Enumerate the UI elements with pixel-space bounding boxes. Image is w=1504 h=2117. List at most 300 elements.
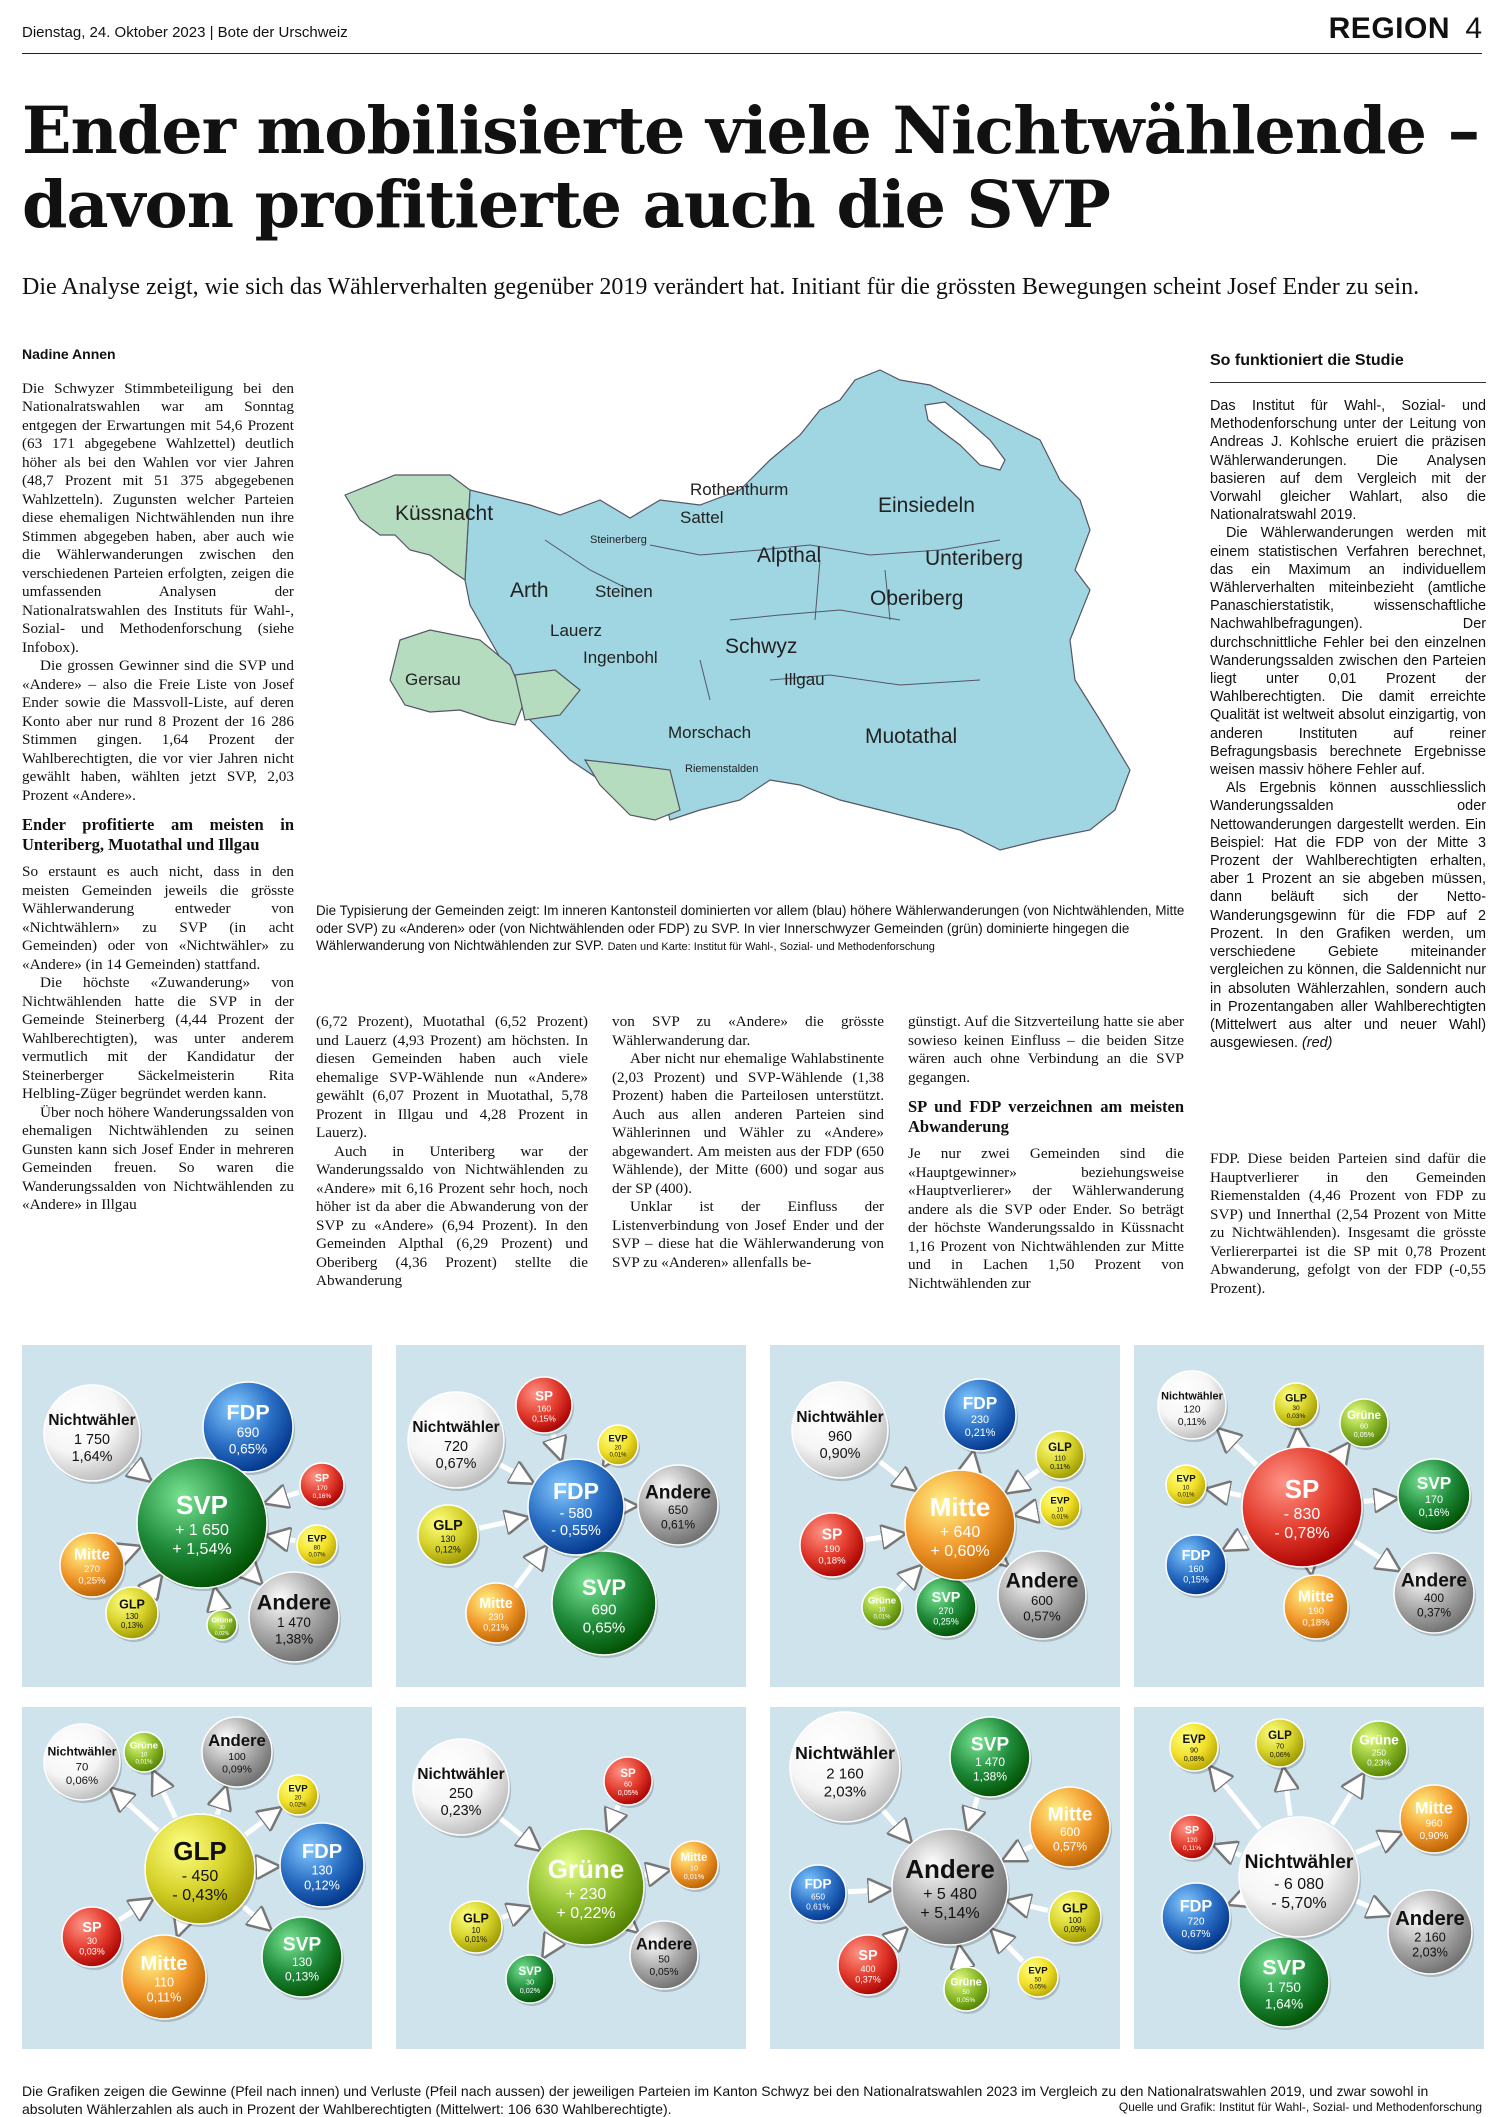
bubble-party-name: EVP (608, 1433, 628, 1445)
bubble-pct-value: 1,38% (972, 1769, 1008, 1784)
bubble-pct-value: 0,01% (464, 1935, 488, 1945)
bubble-party-name: Andere (1400, 1570, 1468, 1592)
bubble-abs-value: 110 (1054, 1453, 1066, 1463)
party-bubble-glp (1049, 1891, 1103, 1946)
bubble-abs-value: 170 (1424, 1494, 1444, 1507)
bubble-abs-value: 90 (1190, 1745, 1198, 1755)
bubble-party-name: Grüne (1347, 1410, 1381, 1423)
bubble-party-name: GLP (1048, 1442, 1072, 1455)
bubble-party-name: Grüne (867, 1595, 897, 1607)
author: Nadine Annen (22, 346, 116, 362)
bubble-pct-value: 0,57% (1023, 1608, 1061, 1624)
bubble-party-name: SP (620, 1768, 636, 1781)
bubble-party-name: SVP (1416, 1473, 1452, 1494)
map-caption-text: Die Typisierung der Gemeinden zeigt: Im inneren Kantonsteil dominierten vor allem (blau) höhere Wählerwanderungen (von Nichtwählenden, Mitte oder SVP) zu «Anderen» oder (von Nichtwählenden oder FDP) zu SVP. In vier Innerschwyzer Gemeinden (grün) dominierte hingegen die Wählerwanderung von Nichtwählenden zur SVP. (316, 903, 1185, 953)
bubble-abs-value: 60 (624, 1779, 632, 1789)
bubble-abs-value: 1 470 (277, 1615, 311, 1631)
party-bubble-glp (1256, 1719, 1306, 1770)
flow-arrow (848, 1890, 890, 1892)
bubble-abs-value: 50 (1034, 1977, 1042, 1984)
bubble-party-name: FDP (301, 1841, 343, 1864)
flow-arrow (1004, 1846, 1033, 1860)
subheading: Ender profitierte am meisten in Unteriberg, Muotathal und Illgau (22, 815, 294, 854)
paragraph: Die grossen Gewinner sind die SVP und «Andere» – also die Freie Liste von Josef Ender sowie die Massvoll-Liste, auf deren Konto aber nur rund 8 Prozent der 16 286 Stimmen gingen. 1,64 Prozent der Wahlberechtigten, die vor vier Jahren nicht gewählt haben, wählten jetzt SVP, 2,03 Prozent «Andere». (22, 657, 294, 804)
bubble-abs-value: + 230 (565, 1886, 607, 1903)
bubble-pct-value: - 5,70% (1271, 1895, 1327, 1913)
bubble-abs-value: 30 (86, 1935, 98, 1946)
bubble-abs-value: 1 470 (974, 1755, 1006, 1769)
flow-arrow (119, 1899, 152, 1920)
map-label-steinen: Steinen (595, 582, 653, 601)
bubble-pct-value: 0,15% (532, 1413, 556, 1424)
bubble-party-name: Mitte (1047, 1804, 1093, 1826)
bubble-pct-value: 0,05% (649, 1966, 679, 1978)
charts-source: Quelle und Grafik: Institut für Wahl-, Sozial- und Methodenforschung (1118, 2100, 1482, 2114)
flow-arrow (608, 1805, 618, 1831)
party-bubble-sp (604, 1757, 654, 1808)
bubble-pct-value: 0,11% (1050, 1462, 1070, 1472)
paragraph: FDP. Diese beiden Parteien sind dafür die Hauptverlierer in den Gemeinden Riemenstalden (4,46 Prozent von FDP zu SVP) und Innerthal (2,54 Prozent von Mitte zu Nichtwählenden). Insgesamt die grösste Verliererpartei ist die SP mit 0,78 Prozent Abwanderung, gefolgt von der FDP (-0,55 Prozent). (1210, 1150, 1486, 1297)
party-bubble-andere (630, 1921, 700, 1992)
flow-arrow (500, 1464, 533, 1482)
bubble-abs-value: 130 (440, 1533, 456, 1544)
flow-arrow (178, 1923, 182, 1935)
map-label-lauerz: Lauerz (550, 621, 602, 640)
bubble-party-name: Mitte (929, 1492, 991, 1523)
headline-line-2: davon profitierte auch die SVP (22, 167, 1110, 243)
map-label-rothenthurm: Rothenthurm (690, 480, 789, 499)
party-bubble-andere (638, 1465, 720, 1548)
map-area-blue (465, 370, 1130, 850)
bubble-pct-value: 0,13% (284, 1969, 320, 1984)
center-bubble-svp (137, 1458, 269, 1591)
party-bubble-glp (1274, 1383, 1320, 1430)
bubble-pct-value: 0,11% (146, 1990, 182, 2005)
bubble-pct-value: 0,23% (440, 1803, 482, 1820)
bubble-party-name: Mitte (680, 1852, 708, 1865)
bubble-abs-value: 270 (83, 1564, 101, 1576)
paragraph: Unklar ist der Einfluss der Listenverbindung von Josef Ender und der SVP – diese hat die Wählerwanderung von SVP zu «Anderen» allenfalls be- (612, 1198, 884, 1271)
party-bubble-nichtwähler (1158, 1371, 1228, 1442)
bubble-party-name: GLP (463, 1911, 489, 1926)
map-label-riemenstalden: Riemenstalden (685, 763, 759, 775)
flow-arrow (1356, 1833, 1401, 1852)
bubble-party-name: SVP (970, 1734, 1010, 1756)
map-label-sattel: Sattel (680, 508, 724, 527)
bubble-pct-value: 0,61% (806, 1901, 830, 1912)
bubble-pct-value: 0,16% (312, 1492, 332, 1500)
bubble-party-name: SVP (282, 1934, 322, 1956)
bubble-abs-value: 10 (140, 1752, 148, 1759)
bubble-party-name: Nichtwähler (796, 1409, 884, 1427)
center-bubble-andere (892, 1829, 1010, 1948)
bubble-party-name: SP (535, 1388, 553, 1404)
bubble-party-name: Andere (905, 1854, 995, 1885)
flow-arrow (268, 1536, 296, 1541)
bubble-party-name: FDP (226, 1399, 270, 1425)
flow-arrow (217, 1787, 226, 1814)
bubble-party-name: Nichtwähler (48, 1412, 136, 1430)
headline-line-1: Ender mobilisierte viele Nichtwählende – (22, 93, 1480, 169)
party-bubble-mitte (1400, 1785, 1470, 1856)
paragraph: Aber nicht nur ehemalige Wahlabstinente (2,03 Prozent) und SVP-Wählende (1,38 Prozent) haben die Parteilosen unterstützt. Auch aus allen anderen Parteien sind Wählerinnen und Wähler zu «Andere» abgewandert. Am meisten aus der FDP (650 Wählende), der Mitte (600) und sogar aus der SP (400). (612, 1050, 884, 1197)
party-bubble-glp (418, 1505, 480, 1568)
bubble-abs-value: 110 (153, 1975, 175, 1990)
party-bubble-grüne (944, 1967, 990, 2014)
bubble-abs-value: 720 (1187, 1916, 1205, 1928)
bubble-abs-value: 80 (313, 1545, 321, 1552)
bubble-abs-value: 20 (294, 1795, 302, 1802)
bubble-party-name: EVP (288, 1783, 308, 1795)
bubble-abs-value: 720 (443, 1438, 469, 1455)
bubble-pct-value: 0,09% (1063, 1925, 1087, 1935)
bubble-pct-value: - 0,78% (1274, 1525, 1330, 1543)
flow-arrow (1210, 1767, 1260, 1829)
map-source: Daten und Karte: Institut für Wahl-, Sozial- und Methodenforschung (607, 941, 935, 953)
bubble-abs-value: 270 (938, 1605, 954, 1616)
infobox-signature: (red) (1302, 1035, 1333, 1052)
bubble-abs-value: 50 (962, 1988, 970, 1996)
bubble-pct-value: 0,15% (1183, 1574, 1209, 1585)
bubble-party-name: EVP (1050, 1495, 1070, 1507)
flow-arrow (1208, 1489, 1241, 1495)
bubble-pct-value: 0,37% (1416, 1605, 1452, 1620)
bubble-pct-value: 0,08% (1183, 1754, 1205, 1764)
party-bubble-fdp (790, 1865, 848, 1924)
flow-arrow (866, 1534, 904, 1540)
article-column-2 (316, 1013, 588, 1291)
bubble-party-name: Nichtwähler (417, 1766, 505, 1784)
bubble-pct-value: 0,01% (609, 1452, 627, 1459)
bubble-abs-value: 960 (1425, 1818, 1443, 1830)
flow-arrow (553, 1434, 561, 1460)
party-bubble-nichtwähler (790, 1712, 902, 1825)
map-label-küssnacht: Küssnacht (395, 502, 494, 525)
party-bubble-mitte (122, 1935, 208, 2022)
flow-arrow (1364, 1498, 1396, 1501)
bubble-abs-value: 160 (1188, 1563, 1204, 1574)
flow-arrow (1224, 1537, 1248, 1550)
flow-arrow (502, 1908, 529, 1918)
bubble-pct-value: 0,07% (308, 1552, 326, 1559)
bubble-pct-value: 0,03% (1286, 1412, 1306, 1420)
bubble-party-name: GLP (173, 1836, 227, 1867)
bubble-party-name: SVP (581, 1574, 627, 1600)
bubble-abs-value: 100 (228, 1750, 246, 1763)
bubble-abs-value: 20 (614, 1445, 622, 1452)
party-bubble-andere (1388, 1890, 1474, 1977)
center-bubble-nichtwähler (1239, 1817, 1361, 1940)
bubble-party-name: Mitte (1298, 1588, 1334, 1606)
paragraph: (6,72 Prozent), Muotathal (6,52 Prozent) und Lauerz (4,93 Prozent) am höchsten. In diesen Gemeinden haben auch viele ehemalige SVP-Wählende nun «Andere» gewählt (6,07 Prozent in Muotathal, 5,78 Prozent in Illgau und 4,28 Prozent in Lauerz). (316, 1013, 588, 1141)
flow-arrow (243, 1906, 270, 1929)
bubble-abs-value: 100 (1068, 1915, 1082, 1925)
flow-arrow (1007, 1470, 1039, 1492)
party-bubble-andere (998, 1551, 1088, 1642)
bubble-abs-value: 2 160 (1414, 1930, 1446, 1945)
bubble-abs-value: 10 (878, 1607, 886, 1614)
bubble-party-name: EVP (1028, 1965, 1048, 1977)
bubble-party-name: SP (314, 1472, 330, 1485)
paragraph: von SVP zu «Andere» die grösste Wählerwanderung dar. (612, 1013, 884, 1049)
party-bubble-mitte (1030, 1787, 1112, 1870)
party-bubble-glp (106, 1587, 160, 1642)
bubble-abs-value: 190 (1307, 1606, 1325, 1618)
bubble-party-name: Andere (644, 1482, 712, 1504)
bubble-abs-value: 650 (667, 1503, 689, 1517)
bubble-abs-value: 120 (1186, 1836, 1198, 1844)
flow-chart-nichtwähler (1134, 1707, 1484, 2049)
bubble-abs-value: - 580 (559, 1505, 593, 1522)
flow-chart-svg (1134, 1707, 1484, 2049)
center-bubble-grüne (528, 1829, 646, 1948)
flow-arrow (879, 1461, 915, 1490)
paragraph (1210, 779, 1486, 1052)
bubble-abs-value: 10 (1182, 1485, 1190, 1492)
bubble-abs-value: 130 (291, 1955, 313, 1969)
party-bubble-evp (297, 1525, 339, 1568)
map-label-steinerberg: Steinerberg (590, 534, 647, 546)
bubble-pct-value: 0,16% (1418, 1507, 1450, 1520)
bubble-abs-value: 600 (1030, 1592, 1054, 1608)
party-bubble-svp (950, 1717, 1032, 1800)
party-bubble-mitte (466, 1583, 528, 1646)
bubble-party-name: SP (1284, 1474, 1320, 1505)
map-area-green-riemenstalden (585, 760, 680, 820)
party-bubble-evp (1170, 1723, 1220, 1774)
bubble-abs-value: - 6 080 (1274, 1876, 1324, 1893)
bubble-pct-value: 0,25% (78, 1575, 106, 1587)
bubble-party-name: Grüne (547, 1854, 625, 1885)
flow-arrow (1354, 1541, 1399, 1570)
bubble-pct-value: 0,05% (1029, 1984, 1047, 1991)
bubble-party-name: Mitte (479, 1596, 513, 1613)
bubble-pct-value: 0,67% (435, 1456, 477, 1473)
bubble-pct-value: - 0,43% (172, 1887, 228, 1905)
bubble-pct-value: 0,11% (1177, 1416, 1207, 1428)
party-bubble-andere (249, 1572, 341, 1665)
center-bubble-fdp (528, 1459, 626, 1558)
party-bubble-nichtwähler (408, 1392, 506, 1491)
bubble-party-name: Andere (1395, 1908, 1465, 1931)
bubble-abs-value: 130 (125, 1611, 139, 1621)
flow-arrow (1297, 1429, 1298, 1445)
flow-arrow (970, 1452, 973, 1469)
bubble-party-name: FDP (962, 1393, 998, 1414)
bubble-party-name: SP (82, 1920, 102, 1937)
bubble-party-name: Nichtwähler (1161, 1390, 1223, 1403)
paragraph: Auch in Unteriberg war der Wanderungssaldo von Nichtwählenden zu «Andere» mit 6,16 Prozent sehr hoch, noch höher ist da aber die Abwanderung von der SVP zu «Andere» (6,94 Prozent). In den Gemeinden Alpthal (6,29 Prozent) und Oberiberg (4,36 Prozent) stellte die Abwanderung (316, 1142, 588, 1289)
article-column-1 (22, 345, 294, 1215)
bubble-pct-value: 0,18% (1302, 1617, 1330, 1629)
party-bubble-fdp (1162, 1883, 1232, 1954)
party-bubble-nichtwähler (792, 1382, 890, 1481)
bubble-pct-value: + 1,54% (172, 1541, 232, 1559)
map-area-green-kuessnacht (345, 475, 470, 580)
lead-text: Die Analyse zeigt, wie sich das Wählerverhalten gegenüber 2019 verändert hat. Initiant für die grössten Bewegungen scheint Josef Ender zu sein. (22, 274, 1420, 300)
bubble-abs-value: 70 (75, 1761, 89, 1774)
bubble-abs-value: 50 (658, 1954, 670, 1966)
flow-chart-mitte (770, 1345, 1120, 1687)
bubble-abs-value: + 5 480 (923, 1886, 977, 1903)
flow-arrow (544, 1938, 555, 1957)
bubble-party-name: SVP (1262, 1954, 1306, 1980)
party-bubble-mitte (670, 1841, 720, 1892)
bubble-pct-value: 0,23% (1367, 1757, 1391, 1768)
bubble-pct-value: 0,11% (1182, 1844, 1202, 1852)
party-bubble-mitte (1284, 1575, 1350, 1642)
party-bubble-svp (1239, 1937, 1331, 2030)
party-bubble-evp (598, 1425, 640, 1468)
bubble-party-name: Nichtwähler (412, 1419, 500, 1437)
infobox-title: So funktioniert die Studie (1210, 352, 1486, 383)
subheading: SP und FDP verzeichnen am meisten Abwanderung (908, 1097, 1184, 1136)
bubble-party-name: GLP (1268, 1730, 1292, 1743)
bubble-pct-value: 0,90% (1419, 1830, 1449, 1842)
flow-arrow (992, 1930, 1023, 1961)
flow-arrow (124, 1547, 140, 1553)
bubble-abs-value: 10 (471, 1925, 481, 1935)
party-bubble-svp (262, 1917, 344, 2000)
bubble-party-name: Mitte (1415, 1799, 1453, 1818)
party-bubble-mitte (60, 1533, 126, 1600)
party-bubble-svp (552, 1551, 658, 1658)
bubble-party-name: Nichtwähler (47, 1744, 117, 1759)
page-number: 4 (1465, 12, 1482, 45)
region-map (300, 340, 1200, 895)
bubble-party-name: Grüne (950, 1976, 982, 1989)
map-label-illgau: Illgau (784, 670, 825, 689)
bubble-abs-value: 60 (1360, 1421, 1368, 1431)
map-label-arth: Arth (510, 579, 549, 602)
map-caption (316, 902, 1196, 957)
party-bubble-evp (1166, 1465, 1208, 1508)
bubble-pct-value: 0,21% (483, 1622, 509, 1633)
flow-chart-svg (396, 1345, 746, 1687)
flow-chart-sp (1134, 1345, 1484, 1687)
flow-arrow (1218, 1429, 1256, 1464)
bubble-pct-value: 0,01% (1177, 1492, 1195, 1499)
flow-arrow (897, 1566, 921, 1591)
section-label: REGION (1328, 12, 1450, 45)
bubble-abs-value: 690 (236, 1425, 260, 1441)
party-bubble-sp (800, 1513, 866, 1580)
bubble-abs-value: 190 (823, 1544, 841, 1556)
bubble-pct-value: 0,02% (289, 1802, 307, 1809)
map-label-morschach: Morschach (668, 723, 752, 742)
bubble-party-name: SP (858, 1948, 878, 1965)
bubble-pct-value: 0,01% (135, 1759, 153, 1766)
party-bubble-sp (300, 1463, 346, 1510)
bubble-abs-value: 70 (1276, 1741, 1284, 1751)
party-bubble-grüne (124, 1732, 166, 1775)
flow-arrow (149, 1576, 161, 1591)
flow-arrow (968, 1797, 978, 1830)
flow-arrow (112, 1789, 158, 1831)
flow-arrow (1016, 1511, 1038, 1515)
article-column-3 (612, 1013, 884, 1272)
bubble-pct-value: 0,65% (228, 1441, 268, 1457)
map-label-oberiberg: Oberiberg (870, 587, 964, 610)
paragraph: Je nur zwei Gemeinden sind die «Hauptgewinner» beziehungsweise «Hauptverlierer» der Wählerwanderung andere als die SVP oder Ender. So beträgt der höchste Wanderungssaldo in Küssnacht 1,16 Prozent von Nichtwählenden zur Mitte und in Lachen 1,50 Prozent von Nichtwählenden zur (908, 1145, 1184, 1292)
flow-arrow (1356, 1901, 1389, 1915)
charts-caption: Die Grafiken zeigen die Gewinne (Pfeil nach innen) und Verluste (Pfeil nach aussen) der jeweiligen Parteien im Kanton Schwyz bei den Nationalratswahlen 2023 im Vergleich zu den Nationalratswahlen 2019, und zwar sowohl in absoluten Wählerzahlen als auch in Prozent der Wahlberechtigten (Mittelwert: 106 630 Wahlberechtigte). (22, 2083, 1429, 2117)
bubble-pct-value: 0,01% (683, 1872, 705, 1882)
bubble-pct-value: + 0,22% (556, 1905, 616, 1923)
flow-chart-glp (22, 1707, 372, 2049)
flow-arrow (1230, 1899, 1242, 1904)
bubble-party-name: FDP (804, 1876, 832, 1892)
bubble-pct-value: 0,18% (818, 1555, 846, 1567)
bubble-abs-value: 400 (860, 1963, 876, 1974)
flow-arrow (883, 1810, 911, 1842)
bubble-pct-value: 0,25% (933, 1616, 959, 1627)
party-bubble-nichtwähler (44, 1385, 142, 1484)
center-bubble-mitte (905, 1470, 1017, 1583)
bubble-party-name: GLP (1062, 1901, 1088, 1916)
paragraph: günstigt. Auf die Sitzverteilung hatte sie aber sowieso keinen Einfluss – die beiden Sitze wären auch ohne Verbindung an die SVP gegangen. (908, 1013, 1184, 1086)
dateline: Dienstag, 24. Oktober 2023 | Bote der Urschweiz (22, 24, 348, 41)
bubble-pct-value: 1,64% (1264, 1996, 1304, 2012)
infobox (1210, 352, 1486, 1312)
flow-arrow (959, 1946, 962, 1965)
bubble-pct-value: 0,06% (65, 1775, 99, 1788)
party-bubble-glp (450, 1901, 504, 1956)
bubble-pct-value: 0,01% (873, 1614, 891, 1621)
bubble-party-name: FDP (553, 1478, 599, 1505)
bubble-abs-value: 2 160 (826, 1765, 864, 1783)
bubble-abs-value: 30 (526, 1977, 534, 1987)
flow-chart-svg (22, 1707, 372, 2049)
flow-arrow (1339, 1444, 1349, 1457)
bubble-pct-value: 0,21% (964, 1427, 996, 1440)
flow-chart-andere (770, 1707, 1120, 2049)
bubble-party-name: Mitte (74, 1546, 110, 1564)
bubble-pct-value: 0,03% (79, 1946, 105, 1957)
flow-arrow (500, 1818, 539, 1849)
party-bubble-grüne (862, 1587, 904, 1630)
flow-chart-svg (770, 1345, 1120, 1687)
party-bubble-grüne (207, 1610, 239, 1643)
bubble-pct-value: - 0,55% (551, 1523, 601, 1540)
map-label-unteriberg: Unteriberg (925, 547, 1024, 570)
flow-arrow (1214, 1845, 1240, 1855)
bubble-pct-value: 0,67% (1181, 1928, 1211, 1940)
bubble-pct-value: + 5,14% (920, 1905, 980, 1923)
bubble-party-name: GLP (433, 1518, 463, 1535)
flow-chart-fdp (396, 1345, 746, 1687)
bubble-party-name: FDP (1181, 1548, 1211, 1565)
flow-arrow (645, 1870, 669, 1875)
party-bubble-glp (1036, 1431, 1086, 1482)
bubble-abs-value: 10 (1056, 1507, 1064, 1514)
flow-arrow (131, 1465, 150, 1481)
flow-arrow (215, 1589, 219, 1609)
paragraph: So erstaunt es auch nicht, dass in den meisten Gemeinden jeweils die grösste Wählerwanderung entweder von «Nichtwählern» zu SVP (in acht Gemeinden) oder von «Nichtwähler» zu «Andere» (in 14 Gemeinden) stattfand. (22, 863, 294, 973)
party-bubble-sp (1170, 1815, 1216, 1862)
infobox-body (1210, 397, 1486, 1052)
bubble-pct-value: 2,03% (1412, 1945, 1448, 1960)
bubble-pct-value: 0,13% (120, 1621, 144, 1631)
bubble-party-name: Grüne (129, 1740, 159, 1752)
bubble-abs-value: 250 (1372, 1747, 1386, 1758)
party-bubble-evp (1018, 1957, 1060, 2000)
bubble-abs-value: 1 750 (1267, 1980, 1301, 1996)
party-bubble-andere (1394, 1553, 1476, 1636)
bubble-party-name: Andere (635, 1935, 693, 1954)
page-header (22, 10, 1482, 54)
party-bubble-fdp (1166, 1535, 1228, 1598)
